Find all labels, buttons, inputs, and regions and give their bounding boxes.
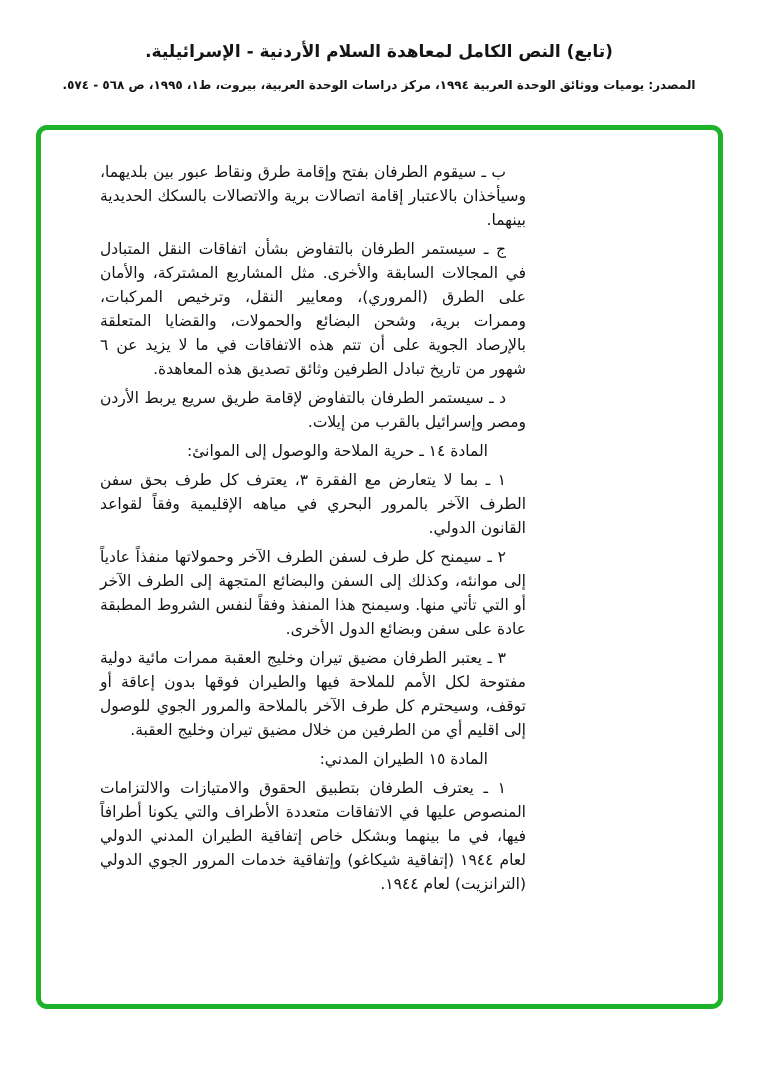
treaty-clause: ب ـ سيقوم الطرفان بفتح وإقامة طرق ونقاط عبور بين بلديهما، وسيأخذان بالاعتبار إقامة اتصالات برية والاتصالات بالسكك الحديدية بينهما. (100, 163, 526, 229)
treaty-clause: د ـ سيستمر الطرفان بالتفاوض لإقامة طريق سريع يربط الأردن ومصر وإسرائيل بالقرب من إيلات. (100, 389, 526, 431)
treaty-paragraphs (100, 160, 526, 901)
treaty-clause: ٢ ـ سيمنح كل طرف لسفن الطرف الآخر وحمولاتها منفذاً عادياً إلى موانئه، وكذلك إلى السفن والبضائع المتجهة إلى الطرف الآخر أو التي تأتي منها. وسيمنح هذا المنفذ وفقاً لنفس الشروط المطبقة عادة على سفن وبضائع الدول الأخرى. (100, 548, 526, 638)
treaty-clause: ج ـ سيستمر الطرفان بالتفاوض بشأن اتفاقات النقل المتبادل في المجالات السابقة والأخرى. مثل المشاريع المشتركة، والأمان على الطرق (المروري)، ومعايير النقل، وترخيص المركبات، وممرات برية، وشحن البضائع والحمولات، والقضايا المتعلقة بالإرصاد الجوية على أن تتم هذه الاتفاقات في ما لا يزيد عن ٦ شهور من تاريخ تبادل الطرفين وثائق تصديق هذه المعاهدة. (100, 240, 526, 378)
treaty-clause: ١ ـ يعترف الطرفان بتطبيق الحقوق والامتيازات والالتزامات المنصوص عليها في الاتفاقات متعددة الأطراف والتي يكونا أطرافاً فيها، في ما بينهما وبشكل خاص إتفاقية الطيران المدني الدولي لعام ١٩٤٤ (إتفاقية شيكاغو) وإتفاقية خدمات المرور الجوي الدولي (الترانزيت) لعام ١٩٤٤. (100, 779, 526, 893)
treaty-clause: ١ ـ بما لا يتعارض مع الفقرة ٣، يعترف كل طرف بحق سفن الطرف الآخر بالمرور البحري في مياهه الإقليمية وفقاً لقواعد القانون الدولي. (100, 471, 526, 537)
article-heading: المادة ١٥ الطيران المدني: (319, 750, 488, 768)
article-heading: المادة ١٤ ـ حرية الملاحة والوصول إلى الموانئ: (187, 442, 488, 460)
page-title: (تابع) النص الكامل لمعاهدة السلام الأردنية - الإسرائيلية. (145, 42, 613, 62)
treaty-clause: ٣ ـ يعتبر الطرفان مضيق تيران وخليج العقبة ممرات مائية دولية مفتوحة لكل الأمم للملاحة فيها والطيران فوقها بدون إعاقة أو توقف، وسيحترم كل طرف الآخر بالملاحة والمرور الجوي للوصول إلى اقليم أي من الطرفين من خلال مضيق تيران وخليج العقبة. (100, 649, 526, 739)
source-line: المصدر: يوميات ووثائق الوحدة العربية ١٩٩٤، مركز دراسات الوحدة العربية، بيروت، ط١، ١٩٩٥، ص ٥٦٨ - ٥٧٤. (62, 78, 696, 92)
